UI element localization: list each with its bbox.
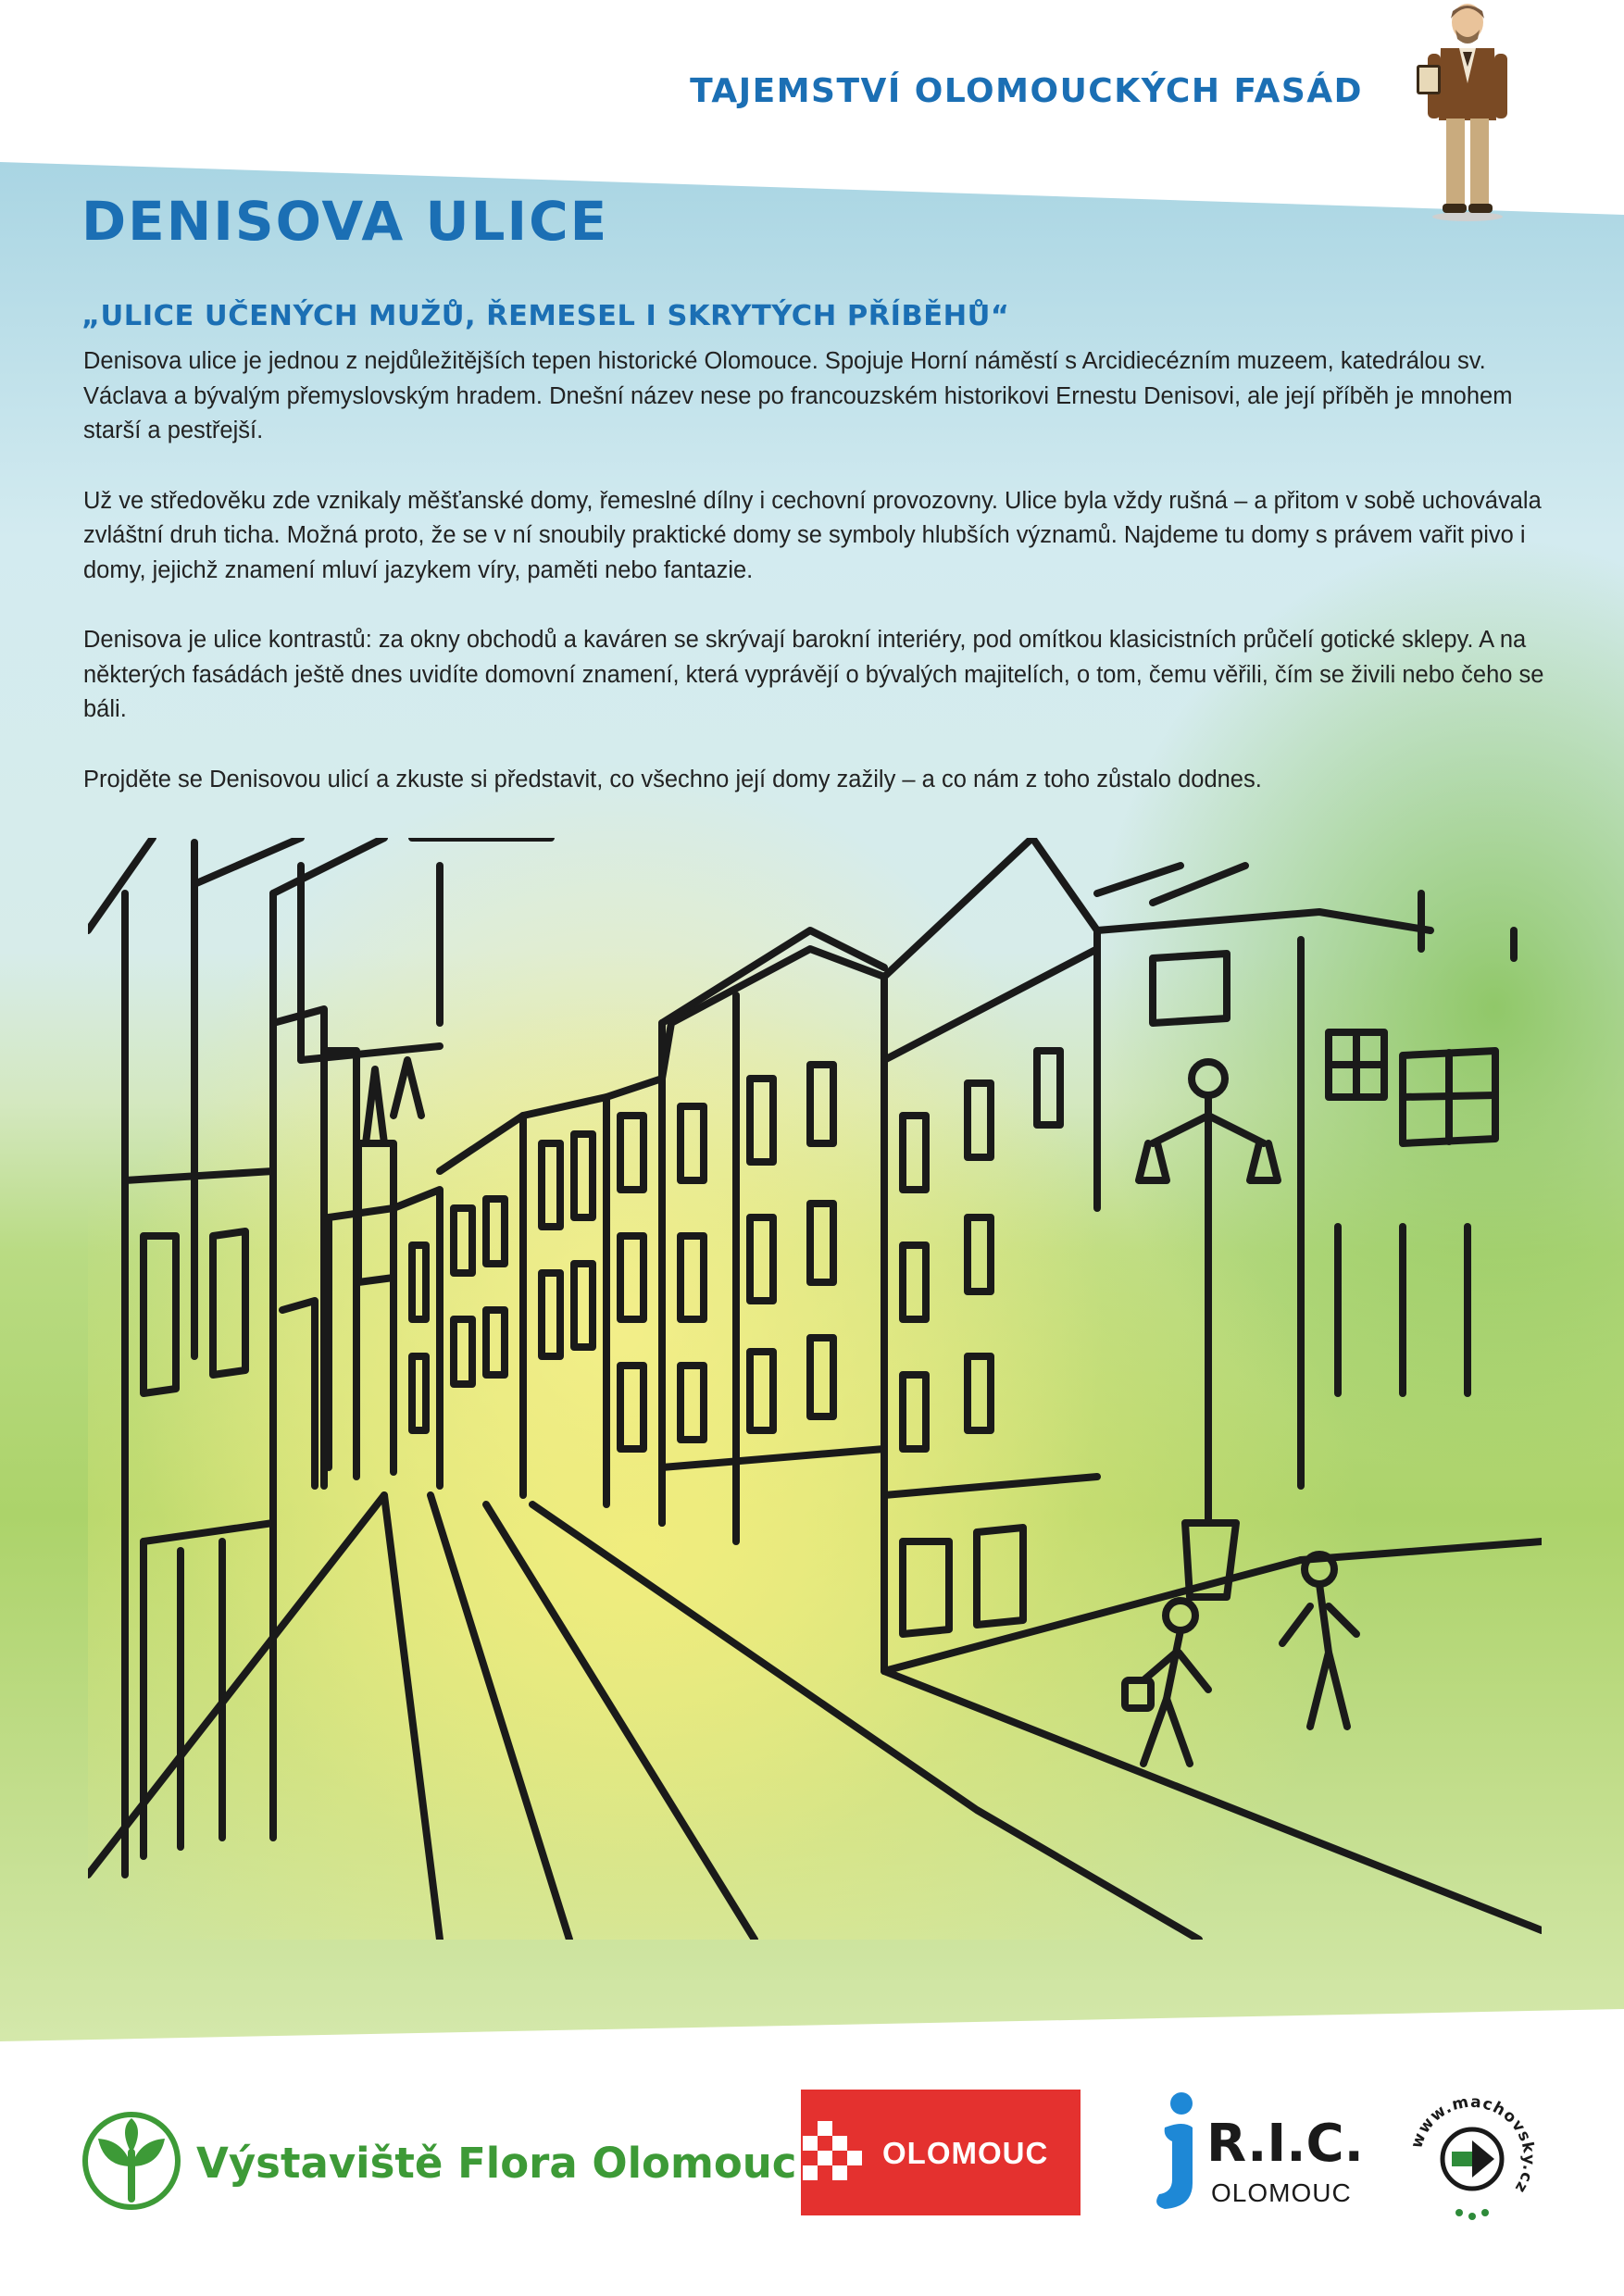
street-illustration: [88, 838, 1542, 1940]
ric-logo: [1146, 2090, 1368, 2220]
flora-logo: [81, 2111, 797, 2213]
page-title: DENISOVA ULICE: [81, 190, 609, 253]
narrator-figure: [1417, 0, 1518, 222]
olomouc-logo: [801, 2090, 1081, 2215]
article-body: [83, 344, 1546, 832]
flora-logo-text: Výstaviště Flora Olomouc: [196, 2139, 797, 2188]
machovsky-badge-icon: [1398, 2085, 1546, 2233]
olomouc-logo-text: OLOMOUC: [882, 2136, 1049, 2170]
ric-logo-city: OLOMOUC: [1211, 2178, 1352, 2207]
paragraph: Denisova ulice je jednou z nejdůležitějších tepen historické Olomouce. Spojuje Horní náměstí s Arcidiecézním muzeem, katedrálou sv. Václava a bývalým přemyslovským hradem. Dnešní název nese po francouzském historikovi Ernestu Denisovi, ale její příběh je mnohem starší a pestřejší.: [83, 348, 1513, 443]
info-i-icon: [1146, 2090, 1206, 2211]
checkered-eagle-icon: [801, 2090, 866, 2215]
series-title: TAJEMSTVÍ OLOMOUCKÝCH FASÁD: [690, 72, 1363, 110]
ric-logo-name: R.I.C.: [1206, 2114, 1364, 2174]
flora-sprout-icon: [81, 2111, 181, 2211]
paragraph: Denisova je ulice kontrastů: za okny obchodů a kaváren se skrývají barokní interiéry, pod omítkou klasicistních průčelí gotické sklepy. A na některých fasádách ještě dnes uvidíte domovní znamení, která vyprávějí o bývalých majitelích, o tom, čemu věřili, čím se živili nebo čeho se báli.: [83, 627, 1544, 722]
article-subtitle: „ULICE UČENÝCH MUŽŮ, ŘEMESEL I SKRYTÝCH PŘÍBĚHŮ“: [81, 300, 1010, 332]
machovsky-logo: [1398, 2085, 1546, 2233]
paragraph: Už ve středověku zde vznikaly měšťanské domy, řemeslné dílny i cechovní provozovny. Ulice byla vždy rušná – a přitom v sobě uchovávala zvláštní druh ticha. Možná proto, že se v ní snoubily praktické domy se symboly hlubších významů. Najdeme tu domy s právem vařit pivo i domy, jejichž znamení mluví jazykem víry, paměti nebo fantazie.: [83, 487, 1542, 583]
paragraph: Projděte se Denisovou ulicí a zkuste si představit, co všechno její domy zažily – a co nám z toho zůstalo dodnes.: [83, 766, 1262, 792]
machovsky-url: www.machovsky.cz: [1407, 2092, 1539, 2197]
